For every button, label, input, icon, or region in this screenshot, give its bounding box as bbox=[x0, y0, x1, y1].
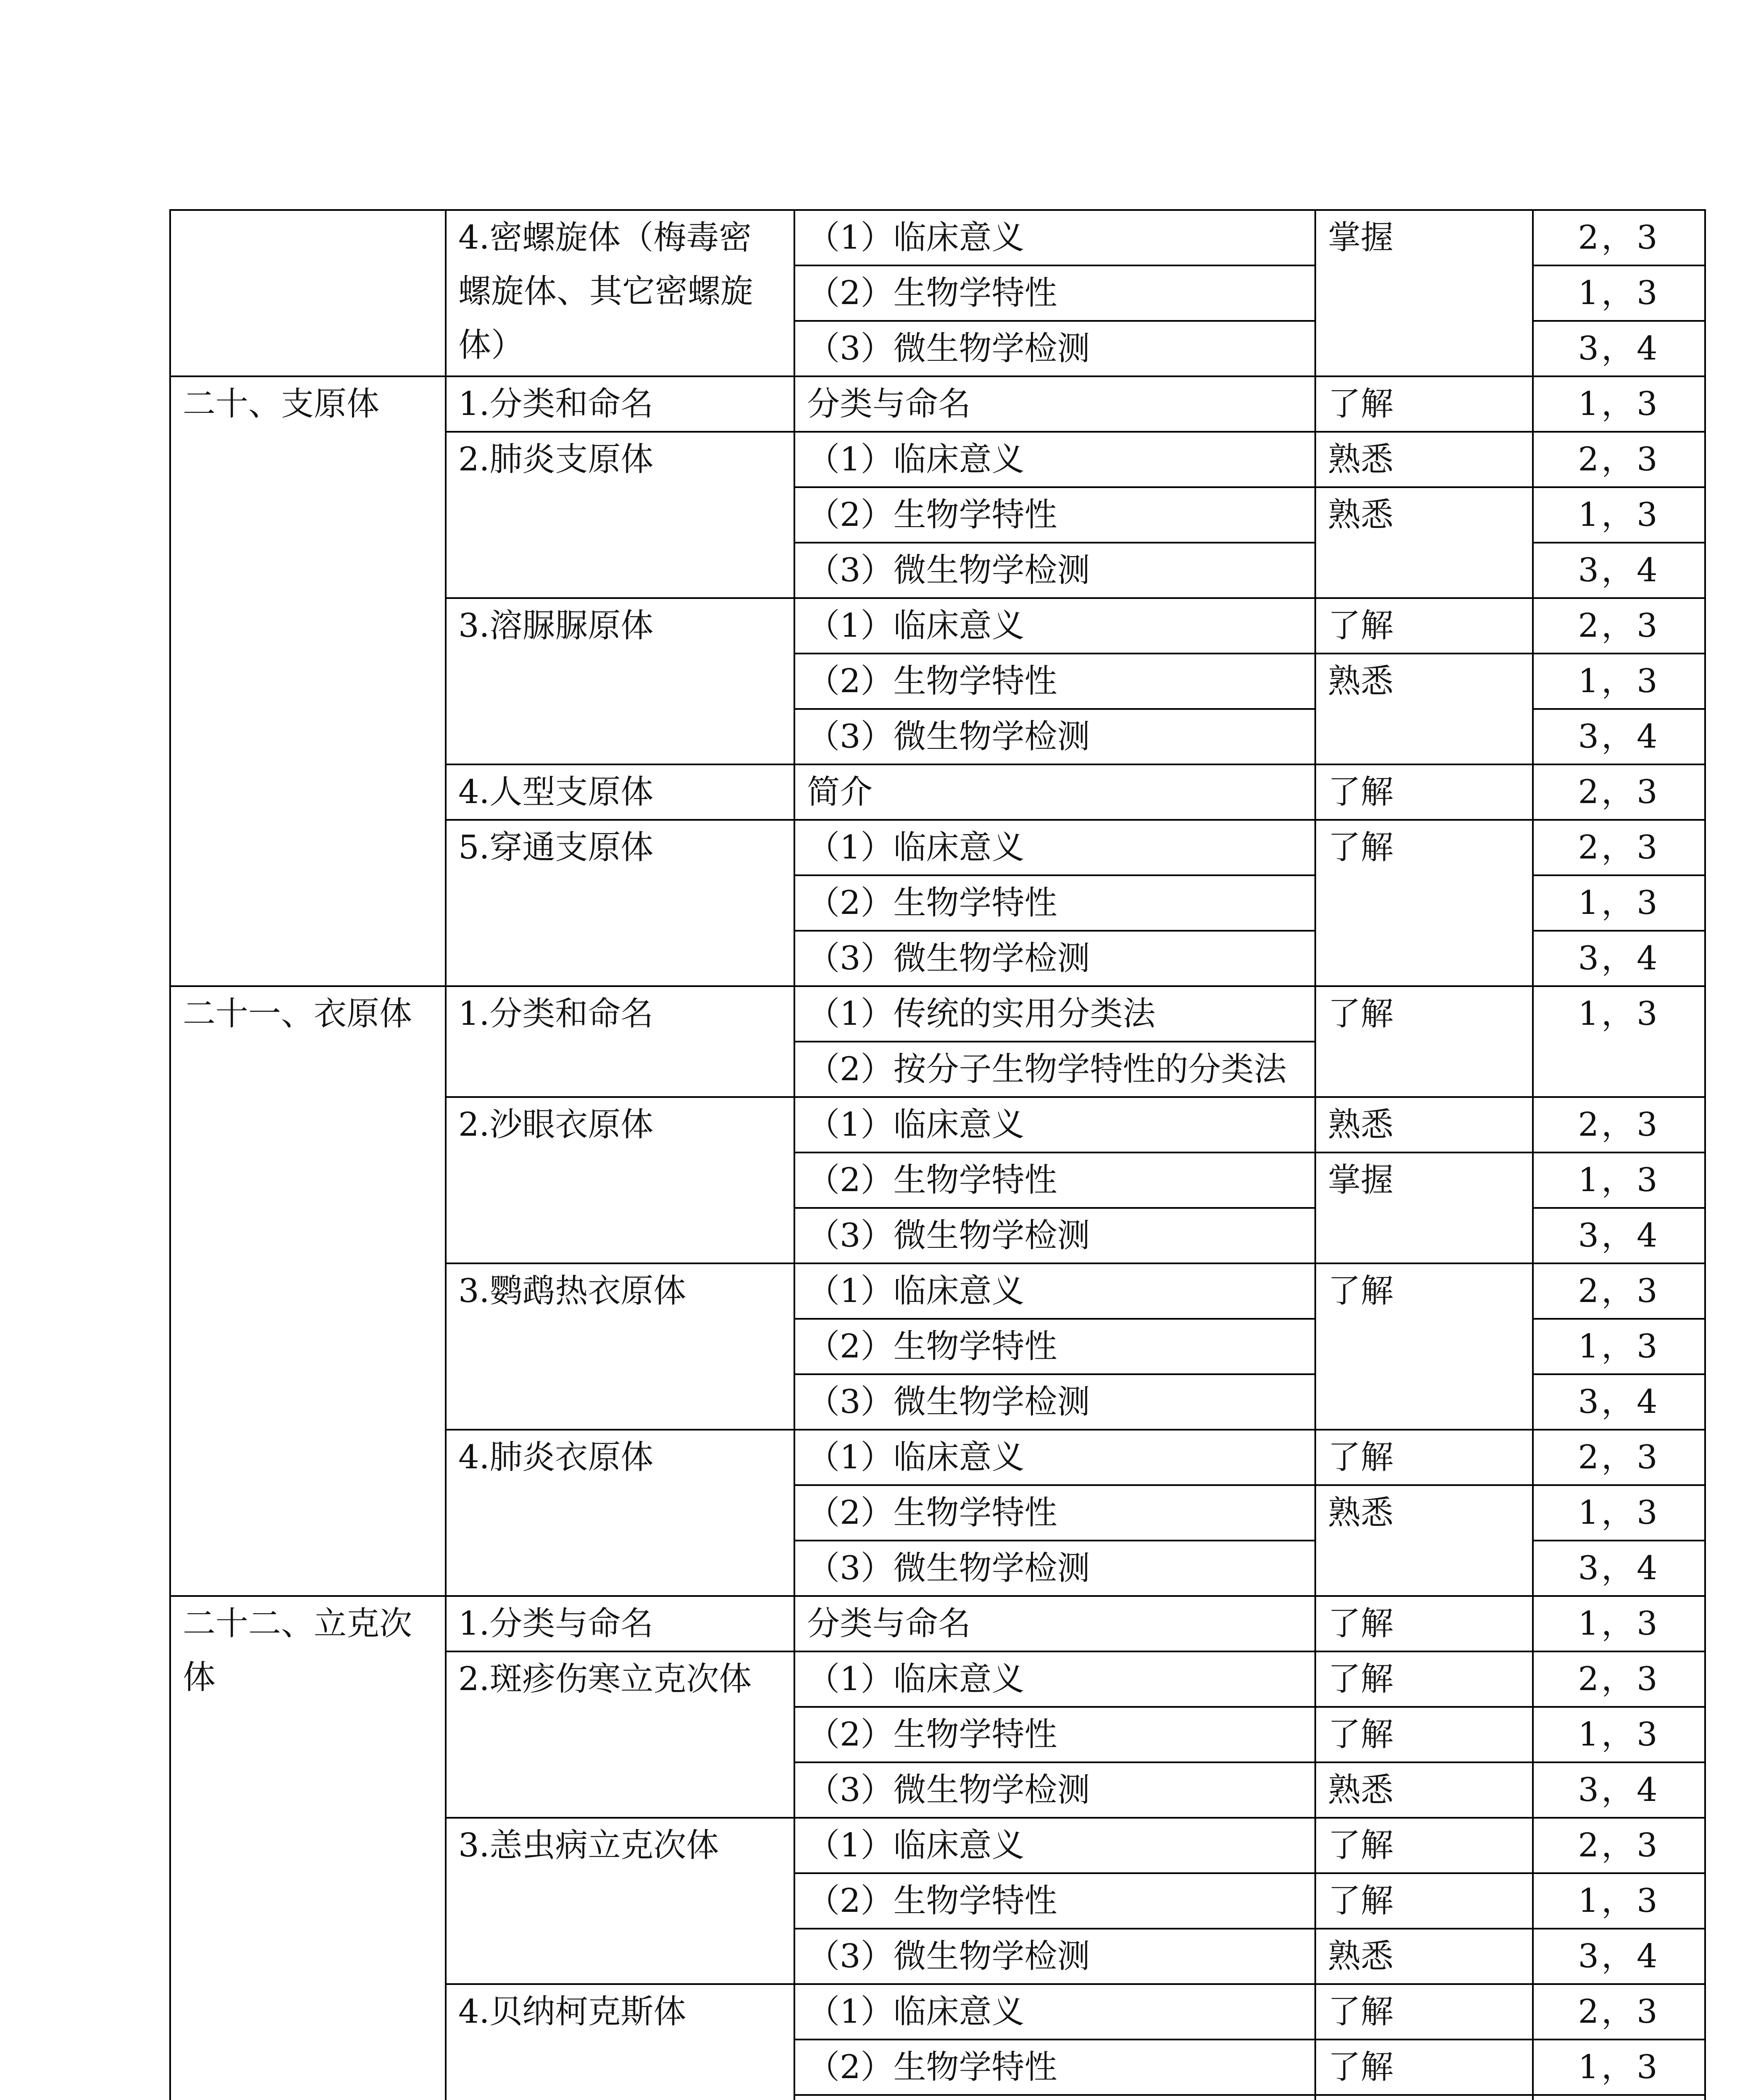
content-cell: （1）临床意义 bbox=[794, 432, 1315, 487]
table-row bbox=[170, 210, 1705, 265]
category-cell: 3，4 bbox=[1533, 1374, 1705, 1430]
subtopic-cell: 2.沙眼衣原体 bbox=[446, 1097, 794, 1263]
content-cell: 分类与命名 bbox=[794, 376, 1315, 432]
topic-cell: 二十、支原体 bbox=[170, 376, 446, 986]
level-cell: 了解 bbox=[1315, 1707, 1533, 1762]
content-cell: （2）生物学特性 bbox=[794, 1485, 1315, 1541]
category-cell: 3，4 bbox=[1533, 1541, 1705, 1596]
subtopic-cell: 2.肺炎支原体 bbox=[446, 432, 794, 598]
category-cell: 2，3 bbox=[1533, 432, 1705, 487]
category-cell: 1，3 bbox=[1533, 1319, 1705, 1374]
subtopic-cell: 1.分类与命名 bbox=[446, 1596, 794, 1651]
content-cell: （3）微生物学检测 bbox=[794, 1208, 1315, 1263]
content-cell: （3）微生物学检测 bbox=[794, 543, 1315, 598]
level-cell: 了解 bbox=[1315, 1873, 1533, 1929]
category-cell: 2，3 bbox=[1533, 1984, 1705, 2040]
content-cell: （2）生物学特性 bbox=[794, 654, 1315, 709]
category-cell: 3，4 bbox=[1533, 321, 1705, 376]
table-row bbox=[170, 376, 1705, 432]
content-cell: （2）生物学特性 bbox=[794, 265, 1315, 321]
level-cell: 熟悉 bbox=[1315, 654, 1533, 764]
content-cell: （1）临床意义 bbox=[794, 1097, 1315, 1152]
level-cell: 了解 bbox=[1315, 1651, 1533, 1707]
syllabus-table bbox=[169, 209, 1706, 2100]
level-cell: 了解 bbox=[1315, 764, 1533, 820]
content-cell bbox=[794, 2095, 1315, 2100]
content-cell: （3）微生物学检测 bbox=[794, 1541, 1315, 1596]
content-cell: （1）临床意义 bbox=[794, 598, 1315, 654]
content-cell: （2）生物学特性 bbox=[794, 1152, 1315, 1208]
content-cell: （1）临床意义 bbox=[794, 1263, 1315, 1319]
subtopic-cell: 4.肺炎衣原体 bbox=[446, 1430, 794, 1596]
level-cell: 熟悉 bbox=[1315, 1929, 1533, 1984]
category-cell: 2，3 bbox=[1533, 764, 1705, 820]
category-cell: 3，4 bbox=[1533, 931, 1705, 986]
category-cell: 3，4 bbox=[1533, 543, 1705, 598]
table-row bbox=[170, 986, 1705, 1042]
level-cell: 了解 bbox=[1315, 2040, 1533, 2095]
content-cell: （2）生物学特性 bbox=[794, 1319, 1315, 1374]
content-cell: （1）临床意义 bbox=[794, 820, 1315, 875]
level-cell: 了解 bbox=[1315, 1596, 1533, 1651]
level-cell: 了解 bbox=[1315, 986, 1533, 1097]
subtopic-cell: 3.溶脲脲原体 bbox=[446, 598, 794, 764]
level-cell: 了解 bbox=[1315, 1263, 1533, 1430]
content-cell: （2）生物学特性 bbox=[794, 2040, 1315, 2095]
subtopic-cell: 1.分类和命名 bbox=[446, 376, 794, 432]
level-cell: 了解 bbox=[1315, 820, 1533, 986]
subtopic-cell: 4.密螺旋体（梅毒密螺旋体、其它密螺旋体） bbox=[446, 210, 794, 376]
content-cell: （3）微生物学检测 bbox=[794, 1929, 1315, 1984]
category-cell: 1，3 bbox=[1533, 376, 1705, 432]
subtopic-cell: 1.分类和命名 bbox=[446, 986, 794, 1097]
level-cell: 掌握 bbox=[1315, 1152, 1533, 1263]
category-cell: 1，3 bbox=[1533, 1152, 1705, 1208]
level-cell: 熟悉 bbox=[1315, 432, 1533, 487]
category-cell: 1，3 bbox=[1533, 986, 1705, 1097]
category-cell: 3，4 bbox=[1533, 1208, 1705, 1263]
level-cell: 了解 bbox=[1315, 1818, 1533, 1873]
content-cell: 分类与命名 bbox=[794, 1596, 1315, 1651]
level-cell: 了解 bbox=[1315, 598, 1533, 654]
category-cell: 2，3 bbox=[1533, 1263, 1705, 1319]
category-cell: 1，3 bbox=[1533, 1485, 1705, 1541]
subtopic-cell: 3.恙虫病立克次体 bbox=[446, 1818, 794, 1984]
category-cell: 1，3 bbox=[1533, 654, 1705, 709]
category-cell: 2，3 bbox=[1533, 210, 1705, 265]
category-cell: 1，3 bbox=[1533, 875, 1705, 931]
category-cell: 1，3 bbox=[1533, 1873, 1705, 1929]
level-cell bbox=[1315, 2095, 1533, 2100]
table-row bbox=[170, 1596, 1705, 1651]
content-cell: （1）临床意义 bbox=[794, 1651, 1315, 1707]
content-cell: （1）传统的实用分类法 bbox=[794, 986, 1315, 1042]
content-cell: （3）微生物学检测 bbox=[794, 709, 1315, 764]
category-cell: 2，3 bbox=[1533, 1818, 1705, 1873]
level-cell: 熟悉 bbox=[1315, 487, 1533, 598]
content-cell: （2）生物学特性 bbox=[794, 875, 1315, 931]
category-cell: 3，4 bbox=[1533, 709, 1705, 764]
category-cell: 1，3 bbox=[1533, 487, 1705, 543]
category-cell: 2，3 bbox=[1533, 1430, 1705, 1485]
level-cell: 了解 bbox=[1315, 376, 1533, 432]
content-cell: （3）微生物学检测 bbox=[794, 1374, 1315, 1430]
category-cell: 2，3 bbox=[1533, 1097, 1705, 1152]
content-cell: （2）生物学特性 bbox=[794, 1707, 1315, 1762]
subtopic-cell: 2.斑疹伤寒立克次体 bbox=[446, 1651, 794, 1818]
content-cell: （2）生物学特性 bbox=[794, 1873, 1315, 1929]
category-cell: 1，3 bbox=[1533, 2040, 1705, 2095]
content-cell: （1）临床意义 bbox=[794, 1430, 1315, 1485]
level-cell: 熟悉 bbox=[1315, 1485, 1533, 1596]
level-cell: 了解 bbox=[1315, 1430, 1533, 1485]
subtopic-cell: 3.鹦鹉热衣原体 bbox=[446, 1263, 794, 1430]
subtopic-cell: 4.贝纳柯克斯体 bbox=[446, 1984, 794, 2100]
level-cell: 熟悉 bbox=[1315, 1762, 1533, 1818]
category-cell: 3，4 bbox=[1533, 1762, 1705, 1818]
topic-cell: 二十一、衣原体 bbox=[170, 986, 446, 1596]
level-cell: 熟悉 bbox=[1315, 1097, 1533, 1152]
category-cell bbox=[1533, 2095, 1705, 2100]
topic-cell bbox=[170, 210, 446, 376]
subtopic-cell: 5.穿通支原体 bbox=[446, 820, 794, 986]
category-cell: 1，3 bbox=[1533, 1596, 1705, 1651]
content-cell: 简介 bbox=[794, 764, 1315, 820]
level-cell: 掌握 bbox=[1315, 210, 1533, 376]
category-cell: 3，4 bbox=[1533, 1929, 1705, 1984]
level-cell: 了解 bbox=[1315, 1984, 1533, 2040]
content-cell: （3）微生物学检测 bbox=[794, 1762, 1315, 1818]
content-cell: （2）生物学特性 bbox=[794, 487, 1315, 543]
category-cell: 1，3 bbox=[1533, 1707, 1705, 1762]
content-cell: （3）微生物学检测 bbox=[794, 931, 1315, 986]
category-cell: 1，3 bbox=[1533, 265, 1705, 321]
topic-cell: 二十二、立克次体 bbox=[170, 1596, 446, 2100]
content-cell: （1）临床意义 bbox=[794, 210, 1315, 265]
category-cell: 2，3 bbox=[1533, 598, 1705, 654]
category-cell: 2，3 bbox=[1533, 820, 1705, 875]
content-cell: （3）微生物学检测 bbox=[794, 321, 1315, 376]
subtopic-cell: 4.人型支原体 bbox=[446, 764, 794, 820]
content-cell: （1）临床意义 bbox=[794, 1818, 1315, 1873]
category-cell: 2，3 bbox=[1533, 1651, 1705, 1707]
content-cell: （2）按分子生物学特性的分类法 bbox=[794, 1042, 1315, 1097]
content-cell: （1）临床意义 bbox=[794, 1984, 1315, 2040]
